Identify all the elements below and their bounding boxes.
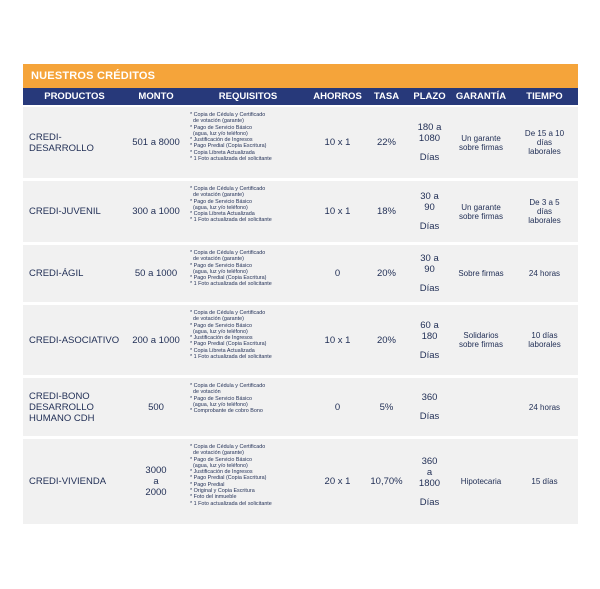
requisito-item: * Pago Predial (Copia Escritura) bbox=[190, 475, 267, 482]
cell-monto: 501 a 8000 bbox=[132, 137, 180, 148]
cell-plazo bbox=[408, 378, 451, 436]
table-row bbox=[23, 305, 578, 375]
requisito-item: * Pago Predial (Copia Escritura) bbox=[190, 341, 267, 348]
cell-producto: CREDI-DESARROLLO bbox=[29, 131, 94, 154]
requisito-item: (agua, luz y/o teléfono) bbox=[190, 328, 248, 335]
cell-garantia: Hipotecaria bbox=[460, 477, 502, 486]
requisito-item: * Copia de Cédula y Certificado bbox=[190, 444, 266, 450]
header-tiempo: TIEMPO bbox=[526, 91, 563, 102]
requisito-item: * 1 Foto actualizada del solicitante bbox=[190, 354, 272, 361]
cell-garantia: Un garante sobre firmas bbox=[458, 133, 503, 152]
cell-tasa: 20% bbox=[376, 334, 396, 346]
plazo-unit: Días bbox=[419, 152, 440, 163]
cell-tasa: 22% bbox=[376, 137, 396, 148]
requisito-item: * Pago de Servicio Básico bbox=[190, 456, 253, 463]
requisito-item: * Pago Predial (Copia Escritura) bbox=[190, 143, 267, 150]
cell-plazo bbox=[408, 181, 451, 242]
cell-monto: 3000 a 2000 bbox=[145, 465, 167, 498]
requisito-item: de votación (garante) bbox=[190, 118, 244, 125]
cell-monto: 50 a 1000 bbox=[134, 268, 178, 279]
cell-requisitos bbox=[186, 305, 310, 375]
requisito-item: * Pago de Servicio Básico bbox=[190, 322, 253, 329]
cell-monto: 200 a 1000 bbox=[132, 334, 180, 346]
plazo-range: 360 bbox=[421, 392, 438, 403]
plazo-range: 180 a 1080 bbox=[417, 122, 442, 144]
plazo-unit: Días bbox=[419, 496, 440, 508]
requisito-item: * 1 Foto actualizada del solicitante bbox=[190, 500, 272, 507]
cell-requisitos bbox=[186, 378, 310, 436]
cell-plazo bbox=[408, 107, 451, 178]
requisito-item: * Copia de Cédula y Certificado bbox=[190, 186, 266, 192]
requisito-item: * Original y Copia Escritura bbox=[190, 488, 255, 495]
section-title: NUESTROS CRÉDITOS bbox=[23, 64, 578, 88]
header-plazo: PLAZO bbox=[413, 91, 446, 102]
plazo-range: 30 a 90 bbox=[420, 253, 439, 275]
requisito-item: * Pago de Servicio Básico bbox=[190, 395, 253, 402]
plazo-unit: Días bbox=[419, 221, 440, 232]
cell-requisitos bbox=[186, 181, 310, 242]
cell-producto: CREDI-ASOCIATIVO bbox=[29, 334, 120, 346]
plazo-unit: Días bbox=[419, 283, 440, 294]
requisito-item: * Pago de Servicio Básico bbox=[190, 262, 253, 269]
requisito-item: * Copia de Cédula y Certificado bbox=[190, 250, 266, 256]
plazo-range: 30 a 90 bbox=[420, 191, 439, 213]
header-ahorros: AHORROS bbox=[313, 91, 362, 102]
cell-requisitos bbox=[186, 439, 310, 524]
requisito-item: * Justificación de Ingresos bbox=[190, 469, 253, 476]
cell-monto: 500 bbox=[148, 401, 164, 413]
table-row bbox=[23, 378, 578, 436]
cell-ahorros: 0 bbox=[334, 401, 341, 413]
requisito-item: * Copia de Cédula y Certificado bbox=[190, 383, 266, 389]
cell-tasa: 20% bbox=[376, 268, 396, 279]
cell-ahorros: 10 x 1 bbox=[324, 137, 351, 148]
requisito-item: (agua, luz y/o teléfono) bbox=[190, 268, 248, 275]
requisito-item: * Copia Libreta Actualizada bbox=[190, 211, 255, 218]
requisito-item: * 1 Foto actualizada del solicitante bbox=[190, 281, 272, 288]
requisito-item: * Pago de Servicio Básico bbox=[190, 124, 253, 131]
plazo-range: 60 a 180 bbox=[420, 319, 439, 342]
cell-plazo bbox=[408, 439, 451, 524]
table-row bbox=[23, 181, 578, 242]
requisito-item: (agua, luz y/o teléfono) bbox=[190, 401, 248, 408]
requisito-item: * Pago Predial (Copia Escritura) bbox=[190, 275, 267, 282]
header-productos: PRODUCTOS bbox=[44, 91, 105, 102]
cell-tiempo: De 15 a 10 días laborales bbox=[524, 129, 565, 156]
header-garantia: GARANTÍA bbox=[455, 91, 507, 102]
requisito-item: * 1 Foto actualizada del solicitante bbox=[190, 156, 272, 163]
requisito-item: de votación bbox=[190, 389, 221, 396]
table-row bbox=[23, 245, 578, 302]
cell-ahorros: 0 bbox=[334, 268, 341, 279]
requisito-item: * Comprobante de cobro Bono bbox=[190, 408, 263, 415]
plazo-unit: Días bbox=[419, 411, 440, 422]
cell-garantia: Un garante sobre firmas bbox=[458, 202, 503, 221]
header-requisitos: REQUISITOS bbox=[218, 91, 278, 102]
cell-requisitos bbox=[186, 107, 310, 178]
table-row bbox=[23, 107, 578, 178]
requisito-item: de votación (garante) bbox=[190, 450, 244, 457]
cell-garantia bbox=[451, 378, 511, 436]
cell-garantia: Solidarios sobre firmas bbox=[458, 331, 503, 349]
plazo-range: 360 a 1800 bbox=[418, 455, 441, 489]
requisito-item: (agua, luz y/o teléfono) bbox=[190, 462, 248, 469]
cell-ahorros: 20 x 1 bbox=[324, 476, 351, 487]
cell-tasa: 5% bbox=[379, 401, 394, 413]
requisito-item: de votación (garante) bbox=[190, 316, 244, 323]
cell-tiempo: 24 horas bbox=[528, 269, 561, 278]
requisito-item: * Foto del inmueble bbox=[190, 494, 237, 501]
requisito-item: * Justificación de Ingresos bbox=[190, 335, 253, 342]
requisito-item: * 1 Foto actualizada del solicitante bbox=[190, 217, 272, 224]
requisito-item: * Copia Libreta Actualizada bbox=[190, 347, 255, 354]
cell-tiempo: 24 horas bbox=[528, 402, 561, 412]
cell-producto: CREDI-BONO DESARROLLO HUMANO CDH bbox=[29, 390, 95, 424]
requisito-item: (agua, luz y/o teléfono) bbox=[190, 130, 248, 137]
table-row bbox=[23, 439, 578, 524]
cell-producto: CREDI-ÁGIL bbox=[29, 268, 84, 279]
cell-tiempo: 15 días bbox=[531, 477, 558, 486]
requisito-item: * Copia Libreta Actualizada bbox=[190, 149, 255, 156]
table-header bbox=[23, 88, 578, 105]
requisito-item: * Pago Predial bbox=[190, 481, 225, 488]
cell-plazo bbox=[408, 245, 451, 302]
requisito-item: de votación (garante) bbox=[190, 256, 244, 263]
credits-table bbox=[23, 64, 578, 524]
cell-ahorros: 10 x 1 bbox=[324, 206, 351, 217]
table-body bbox=[23, 107, 578, 524]
cell-monto: 300 a 1000 bbox=[132, 206, 180, 217]
requisito-item: * Justificación de Ingresos bbox=[190, 137, 253, 144]
header-monto: MONTO bbox=[138, 91, 174, 102]
cell-producto: CREDI-JUVENIL bbox=[29, 206, 101, 217]
header-tasa: TASA bbox=[373, 91, 400, 102]
cell-ahorros: 10 x 1 bbox=[324, 334, 351, 346]
requisito-item: de votación (garante) bbox=[190, 192, 244, 199]
requisito-item: * Copia de Cédula y Certificado bbox=[190, 310, 266, 316]
cell-producto: CREDI-VIVIENDA bbox=[29, 476, 107, 487]
cell-requisitos bbox=[186, 245, 310, 302]
cell-plazo bbox=[408, 305, 451, 375]
requisito-item: (agua, luz y/o teléfono) bbox=[190, 204, 248, 211]
plazo-unit: Días bbox=[419, 349, 440, 361]
cell-tiempo: 10 días laborales bbox=[528, 331, 561, 349]
cell-tiempo: De 3 a 5 días laborales bbox=[528, 198, 561, 225]
requisito-item: * Copia de Cédula y Certificado bbox=[190, 112, 266, 118]
requisito-item: * Pago de Servicio Básico bbox=[190, 198, 253, 205]
cell-tasa: 10,70% bbox=[370, 476, 403, 487]
cell-tasa: 18% bbox=[376, 206, 396, 217]
cell-garantia: Sobre firmas bbox=[458, 269, 504, 278]
